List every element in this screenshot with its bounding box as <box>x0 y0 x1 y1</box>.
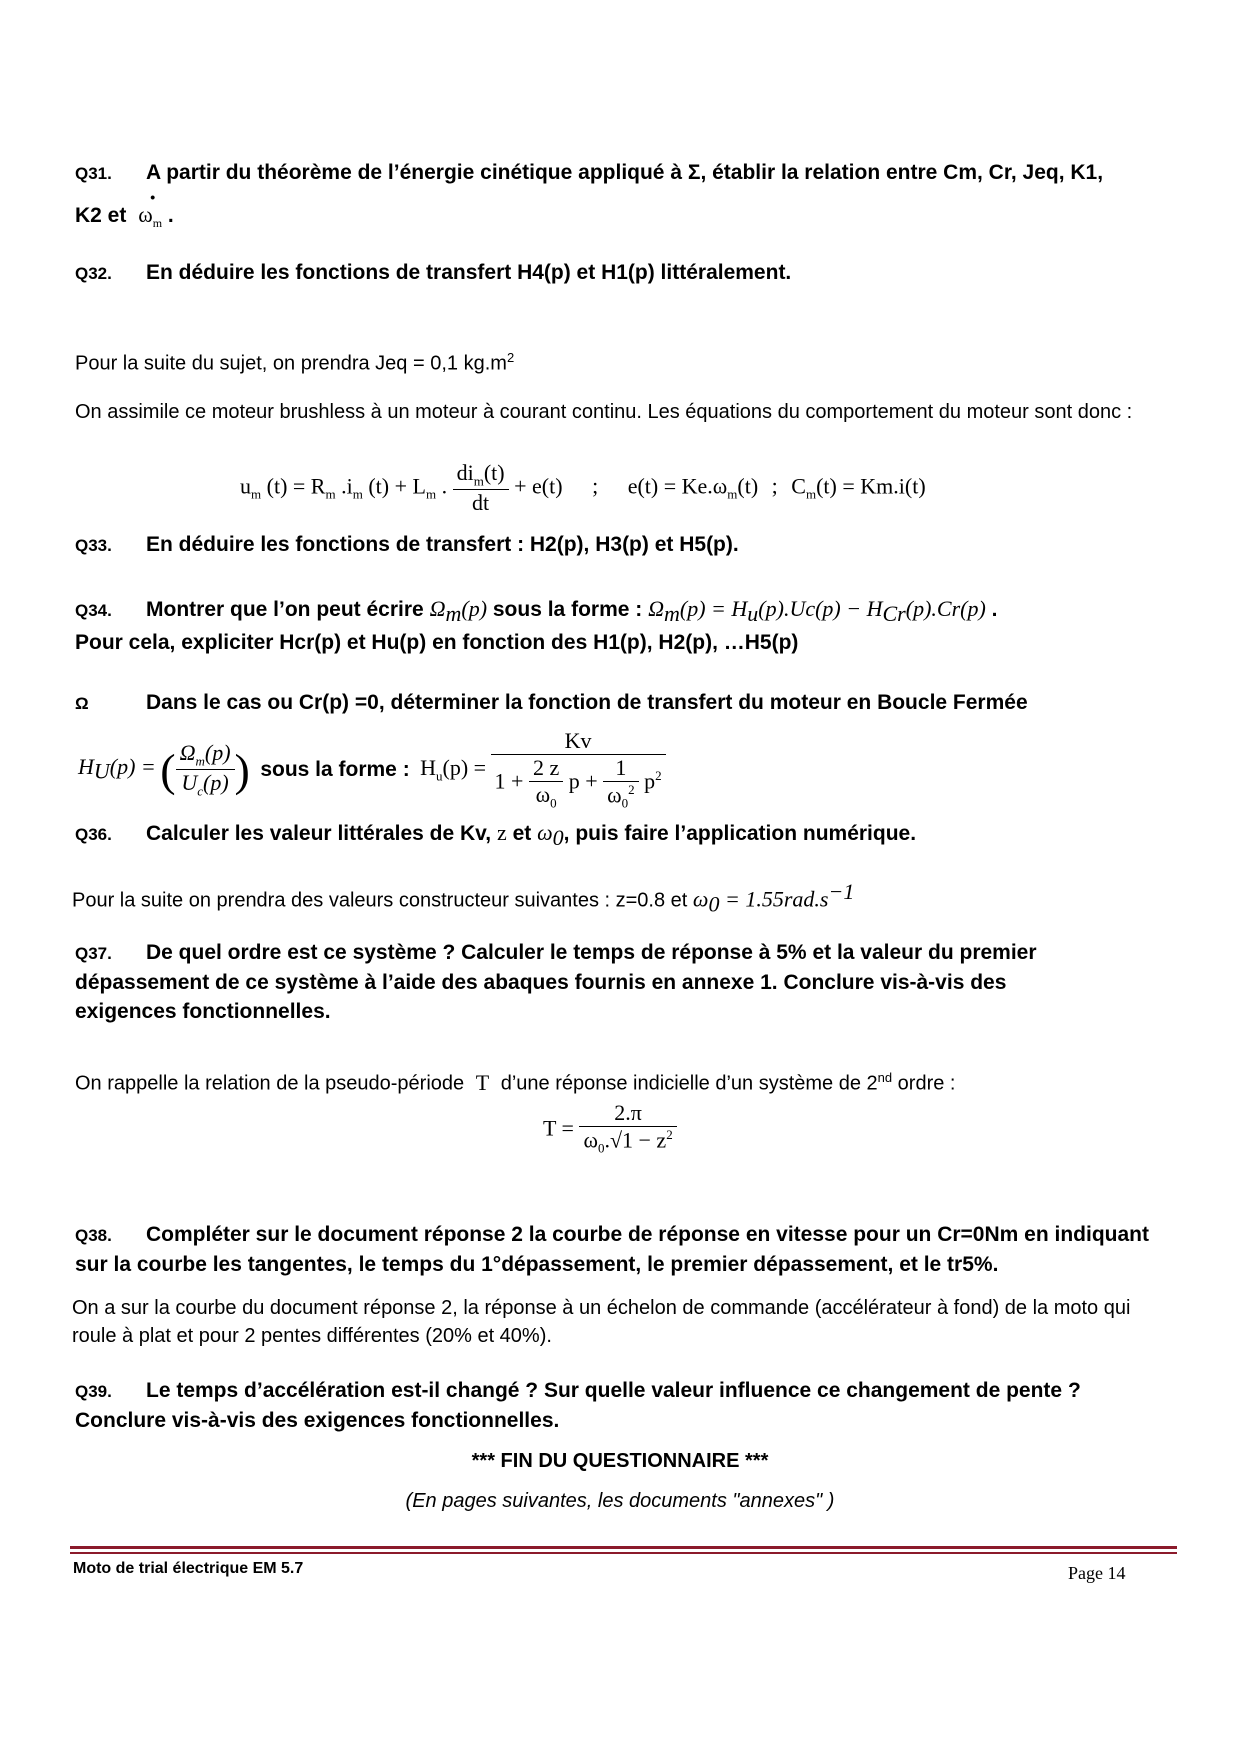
math: ω <box>583 1127 598 1153</box>
equation-motor <box>240 460 926 516</box>
eq-part: (t) + L <box>368 473 426 499</box>
math: U <box>181 770 198 796</box>
sub: m <box>352 486 363 502</box>
paragraph-moteur <box>75 398 1175 426</box>
math: (p) <box>203 770 229 796</box>
text: On a sur la courbe du document réponse 2, la réponse à un échelon de commande (accélérateur à fond) de la moto qui roule à plat et pour 2 pentes différentes (20% et 40%). <box>72 1297 1131 1347</box>
question-number: Q31. <box>75 164 112 183</box>
question-text: En déduire les fonctions de transfert : H2(p), H3(p) et H5(p). <box>146 533 739 556</box>
question-text: sous la forme : <box>260 757 410 781</box>
math: (p) = <box>109 754 156 780</box>
omega: ω <box>138 202 153 227</box>
math: p <box>644 768 656 794</box>
question-text: A partir du théorème de l’énergie cinétique appliqué à Σ, établir la relation entre Cm, Cr, Jeq, K1, <box>146 161 1104 184</box>
sub: Cr <box>882 601 906 627</box>
question-text: K2 et <box>75 204 127 227</box>
question-text: et <box>512 822 532 845</box>
paren-open: ( <box>160 744 176 796</box>
math: = 1.55 <box>725 886 784 912</box>
math: H <box>78 754 94 780</box>
question-text: Le temps d’accélération est-il changé ? Sur quelle valeur influence ce changement de pente ? Conclure vis-à-vis des exigences fonctionnelles. <box>75 1379 1081 1432</box>
fraction-T <box>579 1100 676 1157</box>
paren-close: ) <box>234 744 250 796</box>
question-36 <box>75 818 1175 852</box>
question-number: Q36. <box>75 825 112 844</box>
sub: m <box>425 486 437 502</box>
separator: ; <box>592 473 599 499</box>
question-text: De quel ordre est ce système ? Calculer le temps de réponse à 5% et la valeur du premier dépassement de ce système à l’aide des abaques fournis en annexe 1. Conclure vis-à-vis des exigences fonctionnelles. <box>75 941 1037 1023</box>
paragraph-constructeur <box>72 878 1172 919</box>
text: ordre : <box>897 1072 956 1095</box>
question-text: Dans le cas ou Cr(p) =0, déterminer la fonction de transfert du moteur en Boucle Fermée <box>146 691 1028 714</box>
question-35 <box>75 688 1175 718</box>
sub: m <box>195 753 205 769</box>
omega-dot-symbol <box>138 189 163 238</box>
sub: m <box>473 473 484 489</box>
sub: m <box>805 486 817 502</box>
question-number: Ω <box>75 694 89 713</box>
fraction-di-dt <box>453 460 509 516</box>
math: z <box>496 820 507 845</box>
question-text: En déduire les fonctions de transfert H4(p) et H1(p) littéralement. <box>146 261 792 284</box>
sub: 0 <box>550 795 557 811</box>
eq-part: C <box>791 473 806 499</box>
fraction-2z <box>529 755 563 811</box>
footer-rule-bottom <box>70 1552 1177 1554</box>
question-number: Q34. <box>75 601 112 620</box>
eq-part: u <box>240 473 251 499</box>
question-text: Compléter sur le document réponse 2 la courbe de réponse en vitesse pour un Cr=0Nm en indiquant sur la courbe les tangentes, le temps du 1°dépassement, le premier dépassement, et le tr5%. <box>75 1223 1149 1276</box>
question-number: Q33. <box>75 536 112 555</box>
fraction-second-order <box>491 728 666 812</box>
eq-part: + e(t) <box>514 473 563 499</box>
separator: ; <box>771 473 778 499</box>
eq-part: (t) = Km.i(t) <box>816 473 926 499</box>
question-text: Calculer les valeur littérales de Kv, <box>146 822 492 845</box>
paragraph-jeq <box>75 344 1175 378</box>
end-of-questionnaire: *** FIN DU QUESTIONNAIRE *** <box>471 1450 769 1472</box>
math: Ω <box>429 596 446 621</box>
math: ω <box>692 886 709 912</box>
text: Pour la suite on prendra des valeurs constructeur suivantes : z=0.8 et <box>72 889 688 912</box>
math: 2 z <box>529 755 563 782</box>
footer-title: Moto de trial électrique EM 5.7 <box>73 1560 304 1577</box>
sub: u <box>747 601 759 627</box>
page-number: Page 14 <box>1068 1563 1126 1583</box>
text: On assimile ce moteur brushless à un moteur à courant continu. Les équations du comportement du moteur sont donc : <box>75 401 1133 423</box>
math: 1 <box>603 755 638 782</box>
math: ω <box>535 782 551 808</box>
sup: 2 <box>628 782 635 797</box>
sub: 0 <box>597 1140 605 1156</box>
math: T = <box>543 1115 574 1141</box>
text: Pour la suite du sujet, on prendra Jeq = 0,1 kg.m <box>75 352 507 375</box>
question-39 <box>75 1376 1155 1435</box>
math: 2.π <box>579 1100 676 1127</box>
math: T <box>475 1069 490 1095</box>
equation-hu <box>78 728 666 812</box>
sub: 0 <box>708 891 720 917</box>
eq-part: di <box>456 460 474 485</box>
text: d’une réponse indicielle d’un système de 2 <box>500 1072 878 1095</box>
question-32 <box>75 258 1175 288</box>
question-number: Q32. <box>75 264 112 283</box>
sub: m <box>727 486 738 502</box>
question-38 <box>75 1220 1175 1279</box>
fraction-1-w0sq <box>603 755 638 812</box>
math: .√1 − z <box>604 1127 667 1153</box>
eq-part: dt <box>472 490 490 516</box>
math <box>420 755 487 784</box>
sup: −1 <box>828 879 855 904</box>
math: p + <box>568 768 598 794</box>
footer-rule-top <box>70 1546 1177 1549</box>
math: Kv <box>491 728 666 755</box>
eq-part: (t) <box>737 473 759 499</box>
question-text: Pour cela, expliciter Hcr(p) et Hu(p) en fonction des H1(p), H2(p), …H5(p) <box>75 631 799 654</box>
sub: c <box>197 783 204 799</box>
math: H <box>420 755 437 781</box>
question-34 <box>75 594 1175 628</box>
sup: 2 <box>655 768 662 784</box>
sub: 0 <box>552 825 564 851</box>
fraction-omega-uc <box>176 740 235 800</box>
question-number: Q37. <box>75 944 112 963</box>
annexes-note: (En pages suivantes, les documents "annexes" ) <box>405 1490 835 1512</box>
question-33 <box>75 530 1175 560</box>
sub: 0 <box>621 795 629 811</box>
math: Ω <box>179 739 196 765</box>
paragraph-courbe <box>72 1294 1172 1350</box>
question-text: , puis faire l’application numérique. <box>563 822 917 845</box>
question-31 <box>75 158 1175 188</box>
paragraph-pseudo <box>75 1064 1175 1098</box>
question-text: sous la forme : <box>492 598 643 621</box>
question-34-line2 <box>75 628 1175 657</box>
sub: m <box>445 601 462 627</box>
equation-T <box>543 1100 677 1157</box>
math: 1 + <box>494 768 524 794</box>
question-text: Montrer que l’on peut écrire <box>146 598 424 621</box>
math: (p).Cr(p) <box>905 596 986 621</box>
question-number: Q38. <box>75 1226 112 1245</box>
sub: m <box>664 601 680 627</box>
eq-part: . <box>441 473 448 499</box>
eq-part: (t) = R <box>266 473 326 499</box>
math: Ω <box>648 596 665 621</box>
math: (p) = H <box>679 596 748 621</box>
sub: m <box>325 486 336 502</box>
eq-part: e(t) = Ke.ω <box>627 473 728 499</box>
eq-part: .i <box>341 473 353 499</box>
math: rad.s <box>783 886 829 912</box>
question-37 <box>75 938 1085 1026</box>
question-number: Q39. <box>75 1382 112 1401</box>
sub: u <box>436 768 443 784</box>
math: (p) <box>204 739 231 765</box>
math: (p) = <box>442 755 487 781</box>
sup: 2 <box>506 350 515 365</box>
period: . <box>167 204 174 227</box>
eq-part: (t) <box>483 460 505 485</box>
sub: m <box>152 216 163 231</box>
math: ω <box>607 782 622 808</box>
period: . <box>991 598 998 621</box>
math: ω <box>537 820 553 845</box>
math: (p).Uc(p) − H <box>758 596 883 621</box>
math: (p) <box>461 596 488 621</box>
text: On rappelle la relation de la pseudo-période <box>75 1072 465 1095</box>
sup: nd <box>877 1070 893 1085</box>
dot-mark: • <box>150 189 156 205</box>
sub: U <box>93 758 110 784</box>
sup: 2 <box>666 1127 673 1142</box>
sub: m <box>251 486 262 502</box>
question-31-line2 <box>75 189 1175 238</box>
